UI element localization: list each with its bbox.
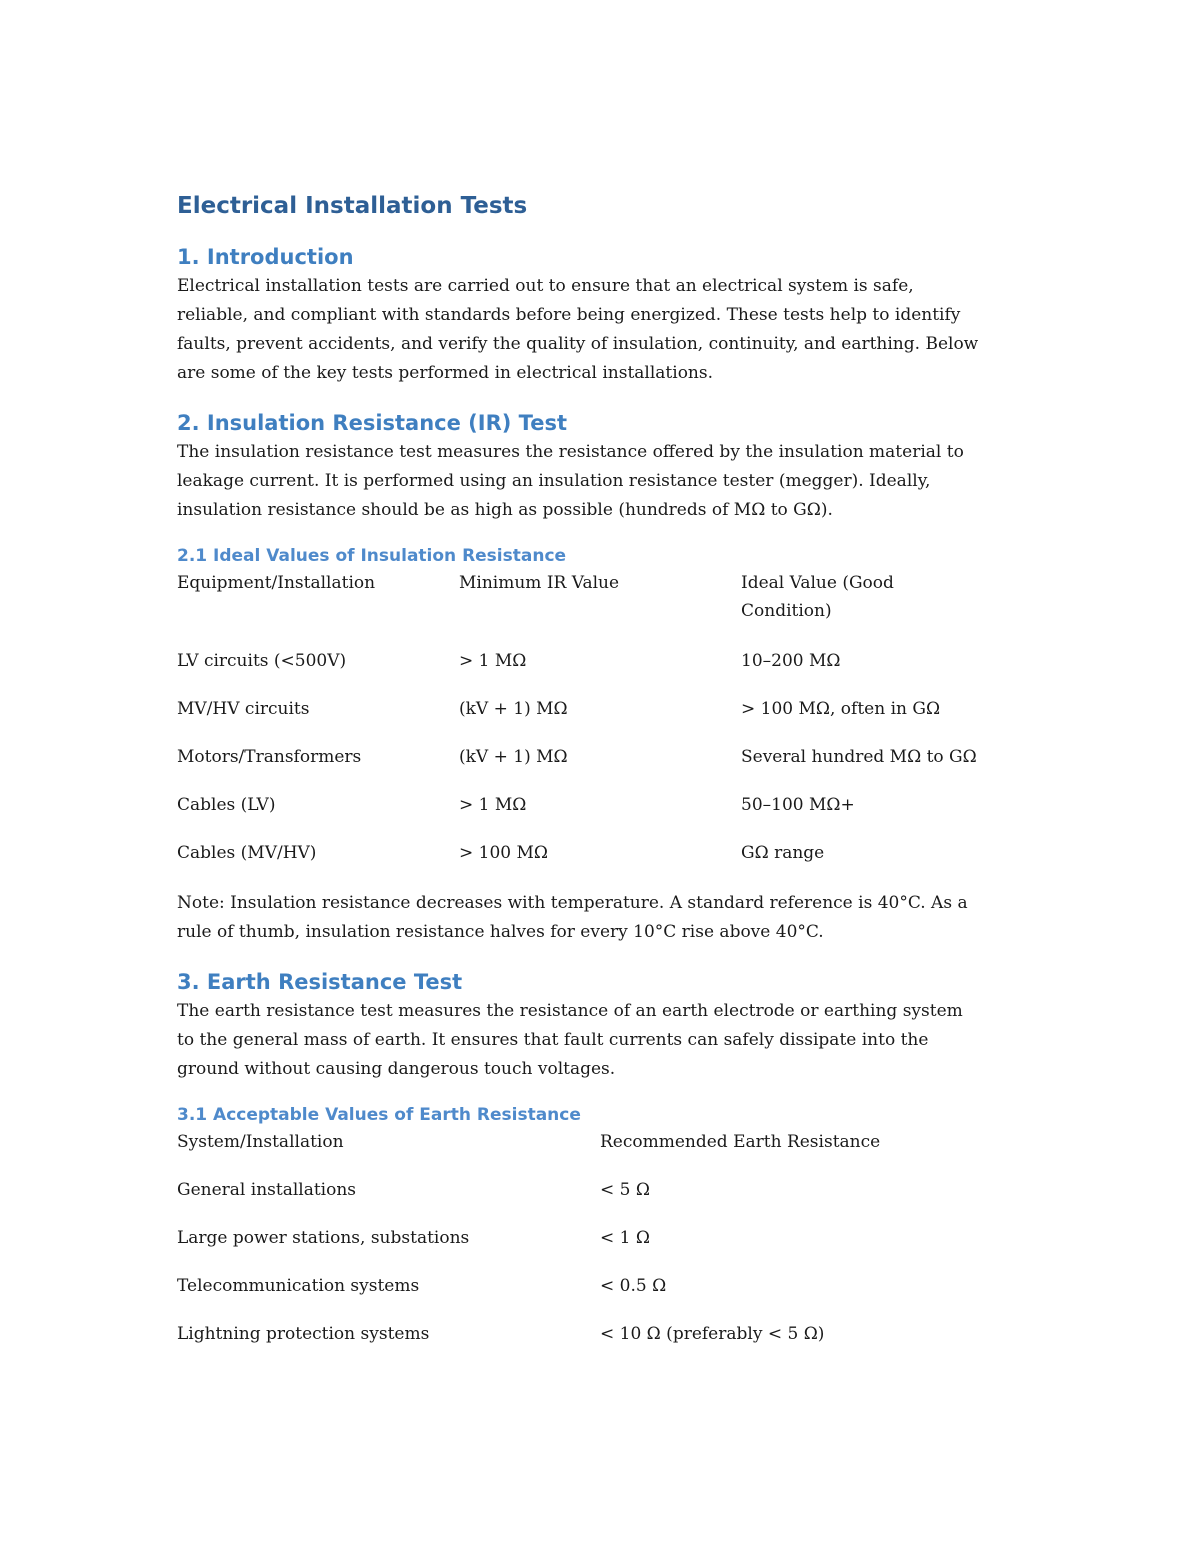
- table-row: [177, 1320, 1037, 1368]
- table-row: [177, 791, 1037, 839]
- earth-paragraph: [177, 997, 1037, 1084]
- intro-paragraph: [177, 272, 1037, 388]
- table-row: [177, 743, 1037, 791]
- intro-heading: 1. Introduction: [177, 245, 354, 269]
- table-cell: Lightning protection systems: [177, 1324, 430, 1344]
- ir-line: insulation resistance should be as high as possible (hundreds of MΩ to GΩ).: [177, 500, 833, 520]
- table-header-row: [177, 569, 1037, 647]
- table-header-row: [177, 1128, 1037, 1176]
- earth-values-table: [177, 1128, 1037, 1368]
- table-cell: 50–100 MΩ+: [741, 795, 855, 815]
- table-cell: General installations: [177, 1180, 357, 1200]
- table-cell: < 0.5 Ω: [600, 1276, 667, 1296]
- ir-line: leakage current. It is performed using an insulation resistance tester (megger). Ideally,: [177, 471, 931, 491]
- table-cell: (kV + 1) MΩ: [459, 747, 568, 767]
- table-cell: < 5 Ω: [600, 1180, 650, 1200]
- table-cell: < 10 Ω (preferably < 5 Ω): [600, 1324, 825, 1344]
- ir-paragraph: [177, 438, 1037, 525]
- table-cell: > 1 MΩ: [459, 795, 527, 815]
- intro-line: are some of the key tests performed in electrical installations.: [177, 363, 714, 383]
- table-cell: Cables (MV/HV): [177, 843, 317, 863]
- table-cell: Cables (LV): [177, 795, 276, 815]
- earth-line: ground without causing dangerous touch voltages.: [177, 1059, 616, 1079]
- table-header-cell: System/Installation: [177, 1132, 344, 1152]
- table-cell: LV circuits (<500V): [177, 651, 347, 671]
- table-cell: (kV + 1) MΩ: [459, 699, 568, 719]
- table-cell: > 100 MΩ: [459, 843, 549, 863]
- table-cell: GΩ range: [741, 843, 825, 863]
- intro-line: faults, prevent accidents, and verify the quality of insulation, continuity, and earthing. Below: [177, 334, 979, 354]
- table-cell: Several hundred MΩ to GΩ: [741, 747, 977, 767]
- table-row: [177, 1272, 1037, 1320]
- table-cell: Motors/Transformers: [177, 747, 362, 767]
- ir-heading: 2. Insulation Resistance (IR) Test: [177, 411, 567, 435]
- table-cell: > 100 MΩ, often in GΩ: [741, 699, 941, 719]
- earth-line: to the general mass of earth. It ensures that fault currents can safely dissipate into the: [177, 1030, 929, 1050]
- table-cell: < 1 Ω: [600, 1228, 650, 1248]
- table-header-cell: Minimum IR Value: [459, 573, 620, 593]
- table-cell: Telecommunication systems: [177, 1276, 420, 1296]
- table-row: [177, 1224, 1037, 1272]
- table-header-cell: [741, 569, 1037, 647]
- table-header-cell: Equipment/Installation: [177, 573, 376, 593]
- earth-heading: 3. Earth Resistance Test: [177, 970, 463, 994]
- note-line: Note: Insulation resistance decreases with temperature. A standard reference is 40°C. As a: [177, 893, 968, 913]
- table-cell: > 1 MΩ: [459, 651, 527, 671]
- table-row: [177, 695, 1037, 743]
- earth-subheading: 3.1 Acceptable Values of Earth Resistance: [177, 1105, 581, 1125]
- table-cell: Large power stations, substations: [177, 1228, 470, 1248]
- ir-note: [177, 889, 1037, 947]
- ir-subheading: 2.1 Ideal Values of Insulation Resistance: [177, 546, 567, 566]
- earth-line: The earth resistance test measures the resistance of an earth electrode or earthing system: [177, 1001, 963, 1021]
- table-header-cell: Recommended Earth Resistance: [600, 1132, 881, 1152]
- table-row: [177, 647, 1037, 695]
- table-cell: MV/HV circuits: [177, 699, 310, 719]
- intro-line: Electrical installation tests are carried out to ensure that an electrical system is safe,: [177, 276, 914, 296]
- document-title: Electrical Installation Tests: [177, 193, 528, 219]
- header-line: Ideal Value (Good: [741, 573, 894, 593]
- ir-line: The insulation resistance test measures the resistance offered by the insulation material to: [177, 442, 964, 462]
- ir-values-table: [177, 569, 1037, 887]
- table-row: [177, 839, 1037, 887]
- table-row: [177, 1176, 1037, 1224]
- note-line: rule of thumb, insulation resistance halves for every 10°C rise above 40°C.: [177, 922, 824, 942]
- intro-line: reliable, and compliant with standards before being energized. These tests help to identify: [177, 305, 961, 325]
- document-page: [177, 186, 1037, 1368]
- table-cell: 10–200 MΩ: [741, 651, 841, 671]
- header-line: Condition): [741, 601, 832, 621]
